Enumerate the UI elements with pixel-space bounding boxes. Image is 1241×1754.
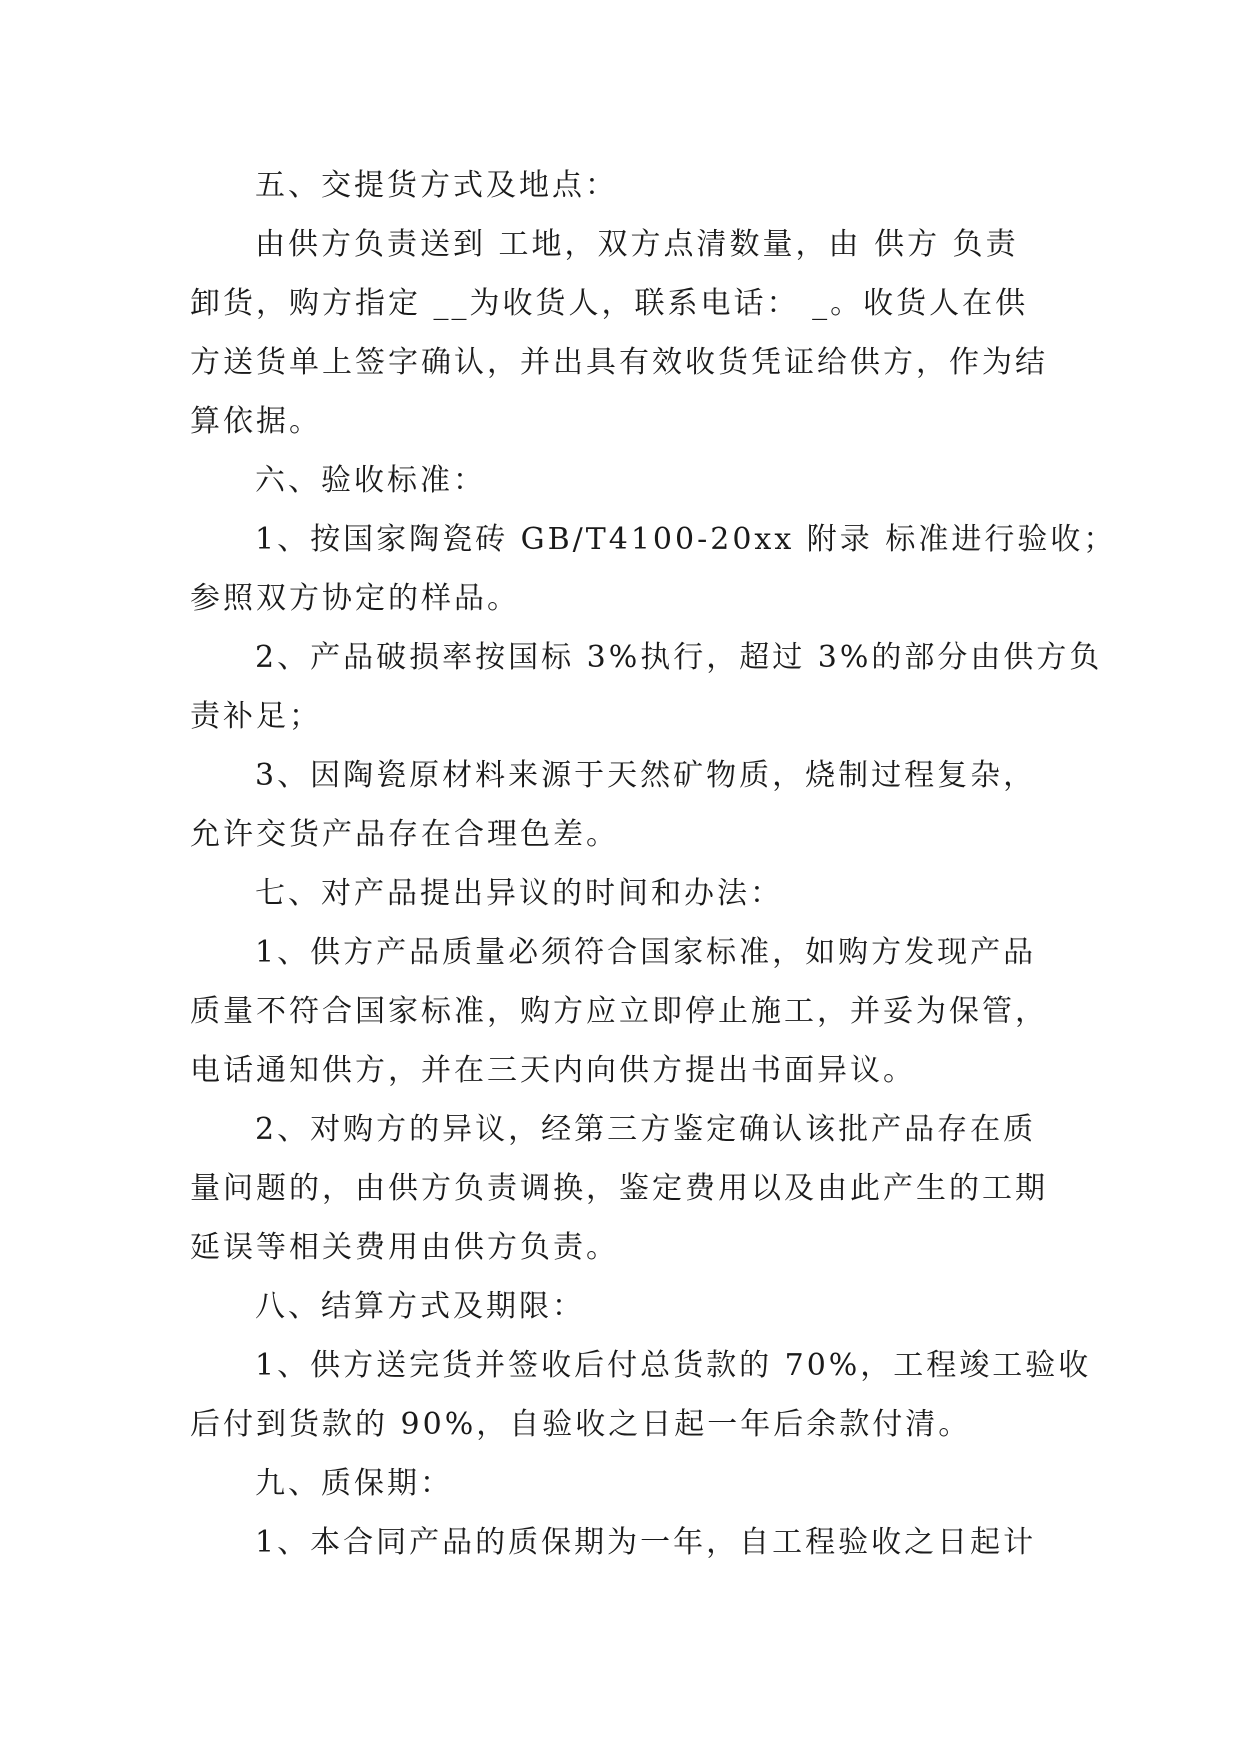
paragraph-line: 电话通知供方，并在三天内向供方提出书面异议。: [190, 1053, 916, 1088]
paragraph-line: 3、因陶瓷原材料来源于天然矿物质，烧制过程复杂，: [255, 758, 1037, 793]
paragraph-line: 参照双方协定的样品。: [190, 581, 520, 616]
paragraph-line: 1、本合同产品的质保期为一年，自工程验收之日起计: [255, 1525, 1037, 1560]
paragraph-line: 方送货单上签字确认，并出具有效收货凭证给供方，作为结: [190, 345, 1048, 380]
paragraph-line: 允许交货产品存在合理色差。: [190, 817, 619, 852]
section-heading-warranty: 九、质保期：: [255, 1466, 453, 1501]
paragraph-line: 责补足；: [190, 699, 322, 734]
paragraph-line: 1、供方产品质量必须符合国家标准，如购方发现产品: [255, 935, 1037, 970]
section-heading-settlement: 八、结算方式及期限：: [255, 1289, 585, 1324]
paragraph-line: 质量不符合国家标准，购方应立即停止施工，并妥为保管，: [190, 994, 1048, 1029]
section-heading-objection: 七、对产品提出异议的时间和办法：: [255, 876, 783, 911]
paragraph-line: 后付到货款的 90%，自验收之日起一年后余款付清。: [190, 1407, 972, 1442]
paragraph-line: 量问题的，由供方负责调换，鉴定费用以及由此产生的工期: [190, 1171, 1048, 1206]
document-body: [190, 156, 1117, 1572]
section-heading-acceptance: 六、验收标准：: [255, 463, 486, 498]
paragraph-line: 1、供方送完货并签收后付总货款的 70%，工程竣工验收: [255, 1348, 1092, 1383]
paragraph-line: 2、对购方的异议，经第三方鉴定确认该批产品存在质: [255, 1112, 1037, 1147]
section-heading-delivery: 五、交提货方式及地点：: [255, 168, 618, 203]
paragraph-line: 由供方负责送到 工地，双方点清数量，由 供方 负责: [255, 227, 1019, 262]
paragraph-line: 算依据。: [190, 404, 322, 439]
paragraph-line: 2、产品破损率按国标 3%执行，超过 3%的部分由供方负: [255, 640, 1103, 675]
paragraph-line: 1、按国家陶瓷砖 GB/T4100-20xx 附录 标准进行验收；: [255, 522, 1117, 557]
paragraph-line: 延误等相关费用由供方负责。: [190, 1230, 619, 1265]
paragraph-line: 卸货，购方指定 __为收货人，联系电话： _。收货人在供: [190, 286, 1029, 321]
